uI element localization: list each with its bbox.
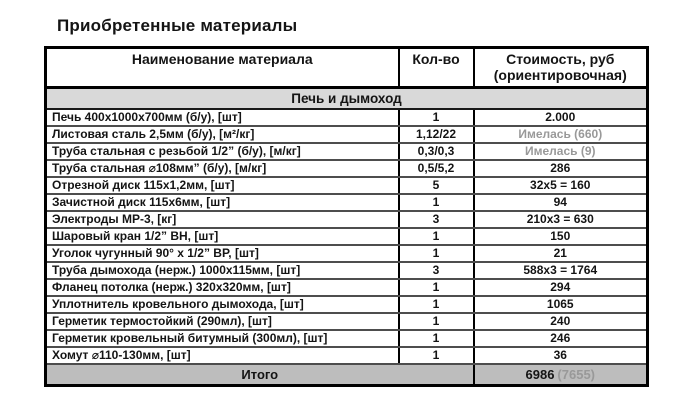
- page-title: Приобретенные материалы: [57, 16, 298, 35]
- total-label: Итого: [46, 364, 474, 386]
- table-row: [46, 211, 648, 228]
- quantity-cell: 1: [399, 330, 474, 347]
- table-row: [46, 194, 648, 211]
- table-row: [46, 126, 648, 143]
- material-name-cell: Шаровый кран 1/2” ВН, [шт]: [46, 228, 399, 245]
- column-header-quantity: Кол-во: [399, 48, 474, 88]
- section-title: Печь и дымоход: [46, 88, 648, 110]
- cost-cell: 286: [474, 160, 648, 177]
- material-name-cell: Герметик термостойкий (290мл), [шт]: [46, 313, 399, 330]
- cost-cell: Имелась (660): [474, 126, 648, 143]
- material-name-cell: Электроды МР-3, [кг]: [46, 211, 399, 228]
- quantity-cell: 0,3/0,3: [399, 143, 474, 160]
- materials-table: [44, 46, 649, 387]
- total-value-cell: [474, 364, 648, 386]
- quantity-cell: 1: [399, 347, 474, 364]
- material-name-cell: Листовая сталь 2,5мм (б/у), [м²/кг]: [46, 126, 399, 143]
- quantity-cell: 5: [399, 177, 474, 194]
- material-name-cell: Труба стальная с резьбой 1/2” (б/у), [м/кг]: [46, 143, 399, 160]
- cost-cell: 36: [474, 347, 648, 364]
- table-row: [46, 330, 648, 347]
- cost-cell: 210х3 = 630: [474, 211, 648, 228]
- quantity-cell: 1: [399, 245, 474, 262]
- table-row: [46, 296, 648, 313]
- materials-tbody: [46, 88, 648, 386]
- material-name-cell: Фланец потолка (нерж.) 320х320мм, [шт]: [46, 279, 399, 296]
- cost-cell: Имелась (9): [474, 143, 648, 160]
- quantity-cell: 1: [399, 296, 474, 313]
- table-row: [46, 347, 648, 364]
- table-row: [46, 160, 648, 177]
- quantity-cell: 1,12/22: [399, 126, 474, 143]
- quantity-cell: 3: [399, 262, 474, 279]
- table-row: [46, 279, 648, 296]
- section-header-row: [46, 88, 648, 110]
- cost-cell: 150: [474, 228, 648, 245]
- material-name-cell: Труба стальная ⌀108мм” (б/у), [м/кг]: [46, 160, 399, 177]
- total-value-alt: (7655): [557, 367, 595, 382]
- table-row: [46, 143, 648, 160]
- cost-cell: 294: [474, 279, 648, 296]
- table-row: [46, 313, 648, 330]
- material-name-cell: Хомут ⌀110-130мм, [шт]: [46, 347, 399, 364]
- cost-cell: 2.000: [474, 109, 648, 126]
- cost-cell: 588х3 = 1764: [474, 262, 648, 279]
- cost-cell: 1065: [474, 296, 648, 313]
- material-name-cell: Печь 400х1000х700мм (б/у), [шт]: [46, 109, 399, 126]
- column-header-cost: [474, 48, 648, 88]
- cost-cell: 246: [474, 330, 648, 347]
- table-header-row: [46, 48, 648, 88]
- column-header-material-name: Наименование материала: [46, 48, 399, 88]
- material-name-cell: Уголок чугунный 90° х 1/2” ВР, [шт]: [46, 245, 399, 262]
- quantity-cell: 1: [399, 109, 474, 126]
- table-row: [46, 177, 648, 194]
- column-header-cost-line2: (ориентировочная): [493, 67, 627, 83]
- material-name-cell: Отрезной диск 115х1,2мм, [шт]: [46, 177, 399, 194]
- quantity-cell: 1: [399, 279, 474, 296]
- quantity-cell: 0,5/5,2: [399, 160, 474, 177]
- cost-cell: 94: [474, 194, 648, 211]
- quantity-cell: 1: [399, 228, 474, 245]
- quantity-cell: 1: [399, 313, 474, 330]
- table-row: [46, 245, 648, 262]
- quantity-cell: 1: [399, 194, 474, 211]
- total-value: 6986: [525, 367, 555, 382]
- column-header-cost-line1: Стоимость, руб: [506, 51, 615, 67]
- material-name-cell: Труба дымохода (нерж.) 1000х115мм, [шт]: [46, 262, 399, 279]
- material-name-cell: Герметик кровельный битумный (300мл), [шт]: [46, 330, 399, 347]
- table-row: [46, 228, 648, 245]
- material-name-cell: Уплотнитель кровельного дымохода, [шт]: [46, 296, 399, 313]
- cost-cell: 21: [474, 245, 648, 262]
- cost-cell: 32х5 = 160: [474, 177, 648, 194]
- table-row: [46, 109, 648, 126]
- material-name-cell: Зачистной диск 115х6мм, [шт]: [46, 194, 399, 211]
- cost-cell: 240: [474, 313, 648, 330]
- table-row: [46, 262, 648, 279]
- quantity-cell: 3: [399, 211, 474, 228]
- total-row: [46, 364, 648, 386]
